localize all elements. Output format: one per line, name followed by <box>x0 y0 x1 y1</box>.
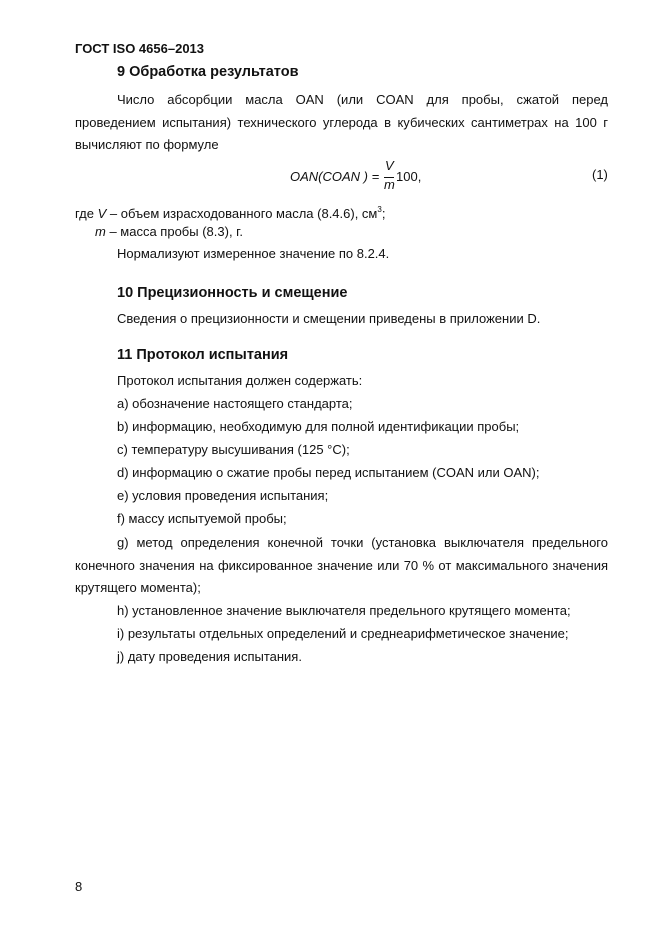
where-prefix: где <box>75 206 98 221</box>
v-symbol: V <box>97 206 107 221</box>
formula-numerator: V <box>385 158 394 173</box>
v-unit-superscript: 3 <box>377 205 382 214</box>
section-11-title: 11 Протокол испытания <box>117 347 289 363</box>
page-number: 8 <box>75 879 83 894</box>
protocol-item: е) условия проведения испытания; <box>117 488 329 503</box>
protocol-item: b) информацию, необходимую для полной идентификации пробы; <box>117 419 520 434</box>
protocol-item: h) установленное значение выключателя предельного крутящего момента; <box>117 603 571 618</box>
section-10-title: 10 Прецизионность и смещение <box>117 285 348 301</box>
protocol-item: f) массу испытуемой пробы; <box>117 511 287 526</box>
protocol-item: а) обозначение настоящего стандарта; <box>117 396 353 411</box>
protocol-item: с) температуру высушивания (125 °С); <box>117 442 350 457</box>
formula-lhs: OAN(COAN ) = <box>290 169 380 184</box>
document-header: ГОСТ ISO 4656–2013 <box>75 41 205 56</box>
protocol-item: d) информацию о сжатие пробы перед испытанием (COAN или OAN); <box>117 465 540 480</box>
section-9-title: 9 Обработка результатов <box>117 64 299 80</box>
formula-denominator: m <box>384 177 395 192</box>
section-9-intro: Число абсорбции масла OAN (или COAN для пробы, сжатой перед проведением испытания) технического углерода в кубических сантиметрах на 100 г вычисляют по формуле <box>75 92 608 152</box>
section-10-text: Сведения о прецизионности и смещении приведены в приложении D. <box>117 311 541 326</box>
normalize-text: Нормализуют измеренное значение по 8.2.4. <box>117 246 390 261</box>
m-symbol: m <box>95 224 106 239</box>
section-11-intro: Протокол испытания должен содержать: <box>117 373 363 388</box>
protocol-item: i) результаты отдельных определений и среднеарифметическое значение; <box>117 626 569 641</box>
protocol-item: g) метод определения конечной точки (установка выключателя предельного конечного значения на фиксированное значение или 70 % от максимального значения крутящего момента); <box>75 535 608 595</box>
equation-number: (1) <box>592 167 608 182</box>
protocol-item: j) дату проведения испытания. <box>117 649 302 664</box>
m-description: – масса пробы (8.3), г. <box>105 224 243 239</box>
v-description: – объем израсходованного масла (8.4.6), см <box>106 206 378 221</box>
formula-factor: 100, <box>396 169 422 184</box>
v-end: ; <box>381 206 386 221</box>
where-m-line <box>95 221 243 243</box>
